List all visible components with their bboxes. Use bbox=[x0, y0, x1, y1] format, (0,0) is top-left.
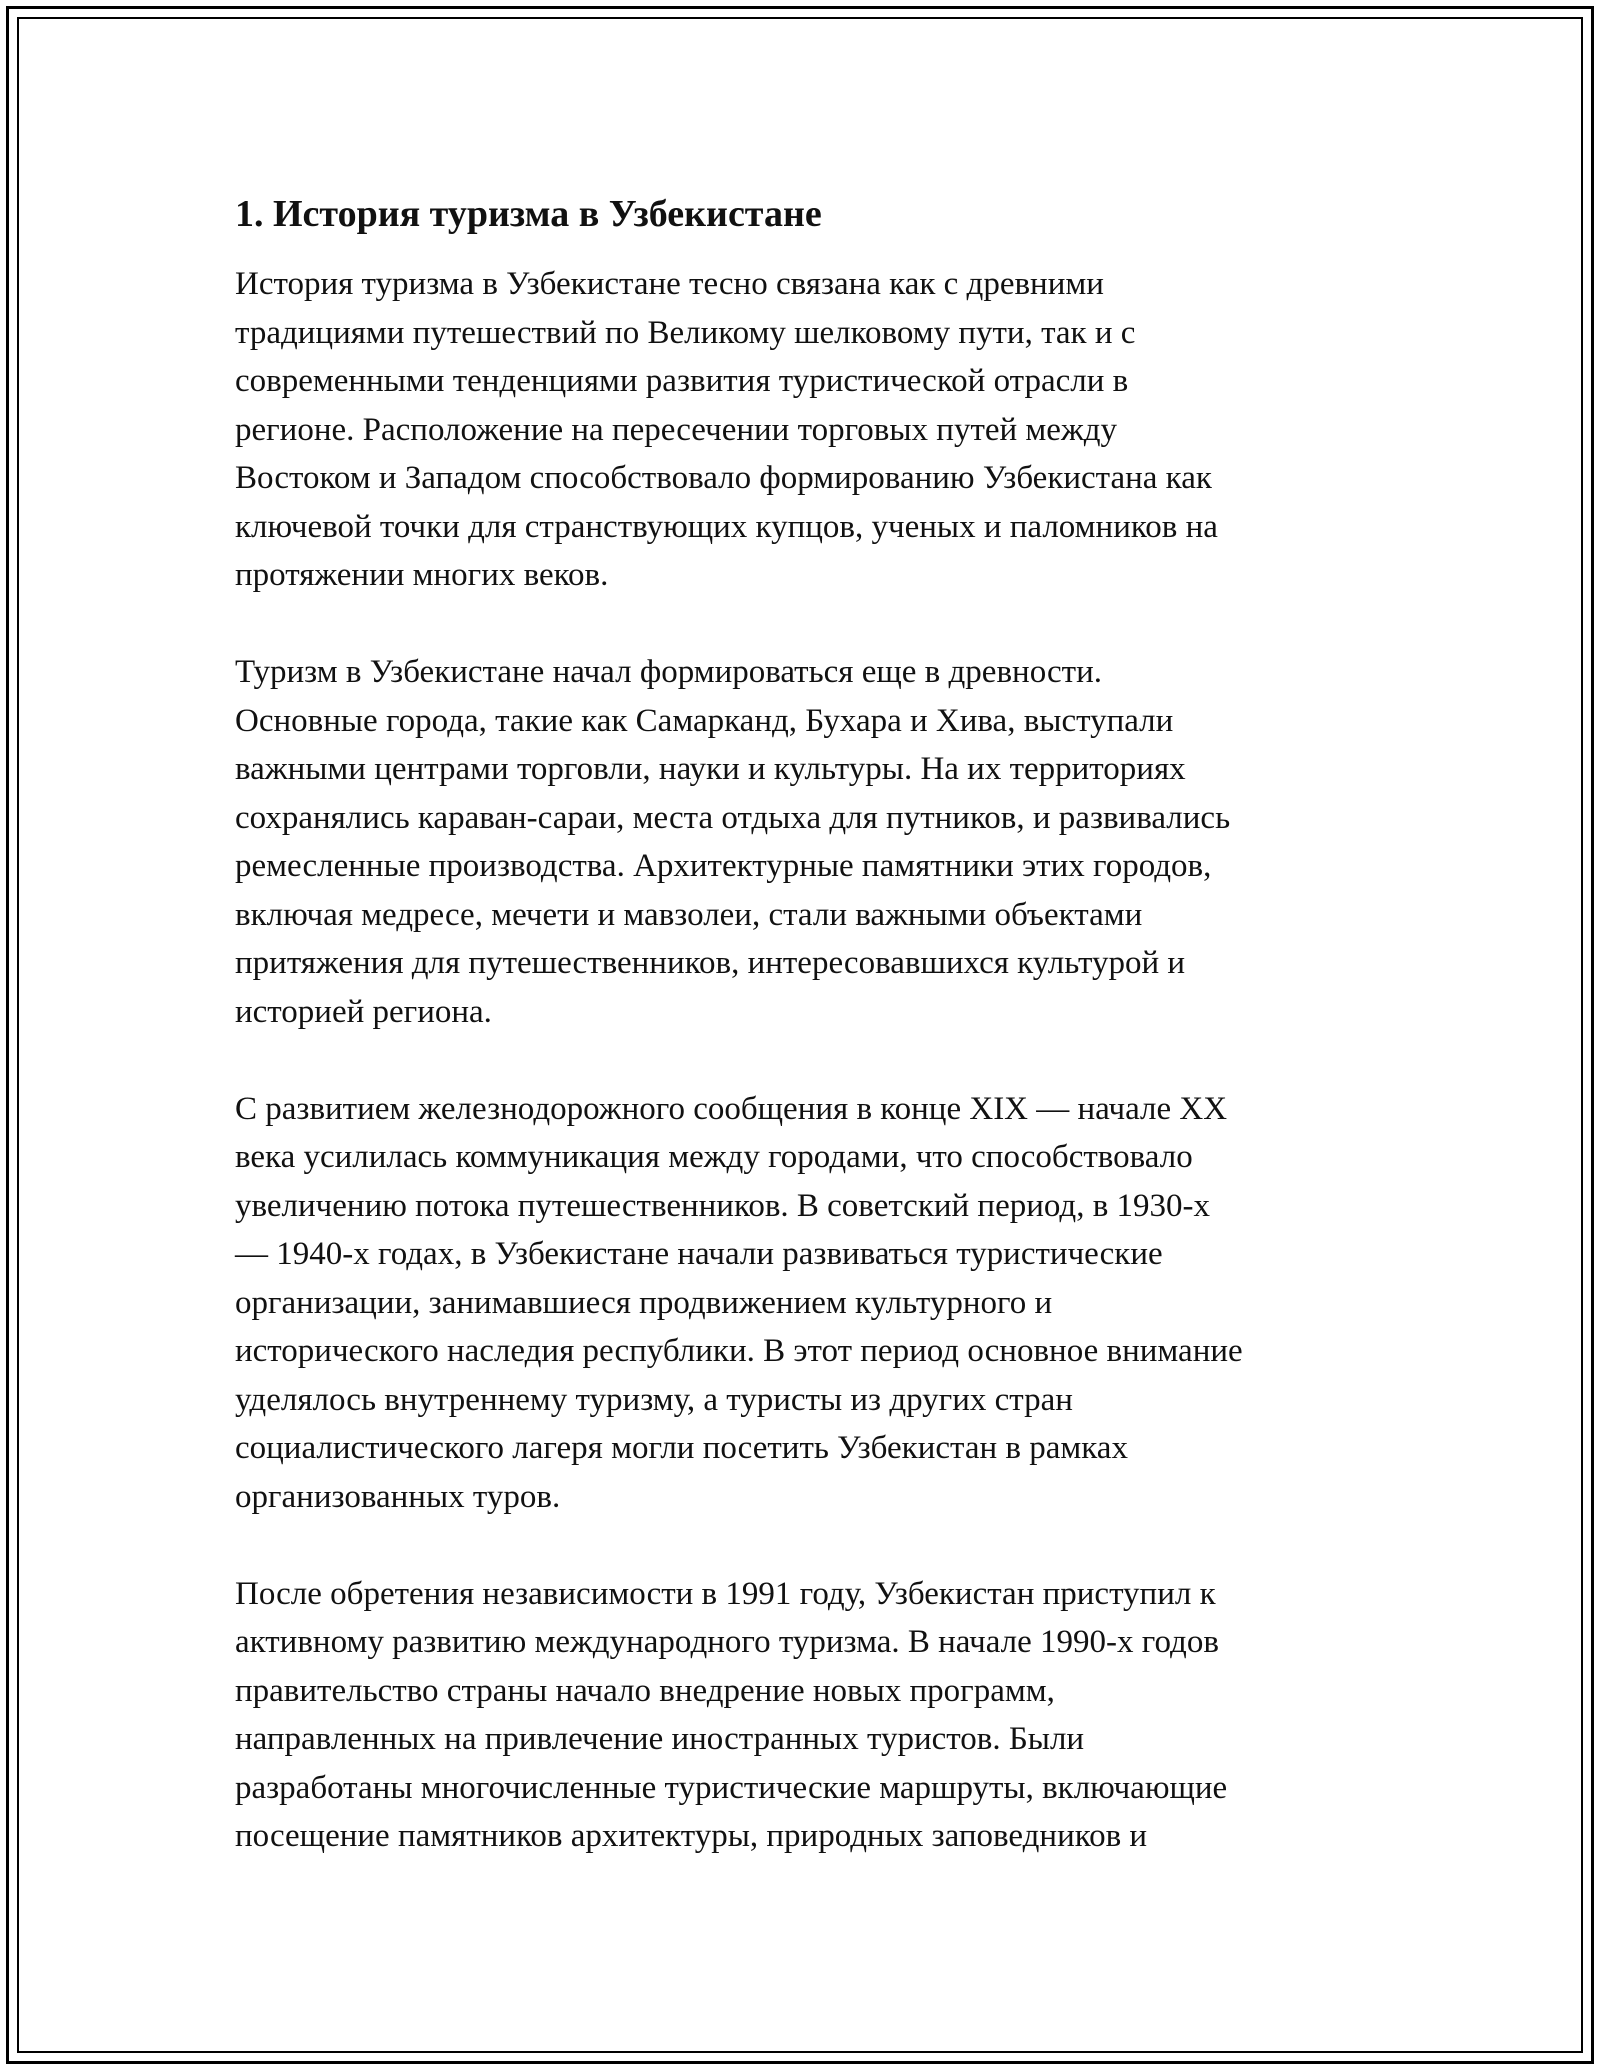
text-line: увеличению потока путешественников. В советский период, в 1930-х bbox=[235, 1187, 1211, 1224]
text-line: включая медресе, мечети и мавзолеи, стали важными объектами bbox=[235, 896, 1143, 933]
section-title: 1. История туризма в Узбекистане bbox=[235, 193, 822, 235]
text-line: Туризм в Узбекистане начал формироваться еще в древности. bbox=[235, 654, 1102, 690]
text-line: — 1940-х годах, в Узбекистане начали развиваться туристические bbox=[235, 1236, 1163, 1272]
text-line: современными тенденциями развития туристической отрасли в bbox=[235, 363, 1129, 399]
text-line: Востоком и Западом способствовало формированию Узбекистана как bbox=[235, 460, 1212, 496]
text-line: организации, занимавшиеся продвижением культурного и bbox=[235, 1284, 1053, 1321]
text-line: протяжении многих веков. bbox=[235, 557, 609, 593]
text-line: уделялось внутреннему туризму, а туристы из других стран bbox=[235, 1381, 1073, 1418]
text-line: История туризма в Узбекистане тесно связана как с древними bbox=[235, 266, 1104, 302]
text-line: направленных на привлечение иностранных туристов. Были bbox=[235, 1721, 1085, 1757]
text-line: притяжения для путешественников, интересовавшихся культурой и bbox=[235, 945, 1186, 981]
text-line: разработаны многочисленные туристические маршруты, включающие bbox=[235, 1769, 1228, 1806]
text-line: активному развитию международного туризма. В начале 1990-х годов bbox=[235, 1624, 1219, 1660]
text-line: историей региона. bbox=[235, 993, 492, 1030]
text-line: традициями путешествий по Великому шелковому пути, так и с bbox=[235, 314, 1136, 351]
text-line: сохранялись караван-сараи, места отдыха для путников, и развивались bbox=[235, 799, 1231, 836]
text-line: ключевой точки для странствующих купцов, ученых и паломников на bbox=[235, 508, 1218, 545]
text-line: правительство страны начало внедрение новых программ, bbox=[235, 1672, 1055, 1709]
text-line: регионе. Расположение на пересечении торговых путей между bbox=[235, 411, 1118, 448]
text-line: посещение памятников архитектуры, природных заповедников и bbox=[235, 1818, 1148, 1854]
text-line: важными центрами торговли, науки и культуры. На их территориях bbox=[235, 751, 1186, 787]
paragraph-1 bbox=[235, 260, 1365, 600]
text-line: После обретения независимости в 1991 году, Узбекистан приступил к bbox=[235, 1575, 1216, 1612]
text-line: С развитием железнодорожного сообщения в конце XIX — начале XX bbox=[235, 1090, 1228, 1127]
text-line: ремесленные производства. Архитектурные памятники этих городов, bbox=[235, 848, 1212, 884]
paragraph-2 bbox=[235, 648, 1365, 1036]
paragraph-3 bbox=[235, 1085, 1365, 1522]
paragraph-4 bbox=[235, 1570, 1365, 1861]
text-line: организованных туров. bbox=[235, 1478, 561, 1515]
text-line: Основные города, такие как Самарканд, Бухара и Хива, выступали bbox=[235, 702, 1174, 739]
text-line: века усилилась коммуникация между городами, что способствовало bbox=[235, 1139, 1193, 1175]
document-body bbox=[235, 190, 1365, 1861]
text-line: исторического наследия республики. В этот период основное внимание bbox=[235, 1333, 1243, 1369]
text-line: социалистического лагеря могли посетить Узбекистан в рамках bbox=[235, 1430, 1128, 1466]
